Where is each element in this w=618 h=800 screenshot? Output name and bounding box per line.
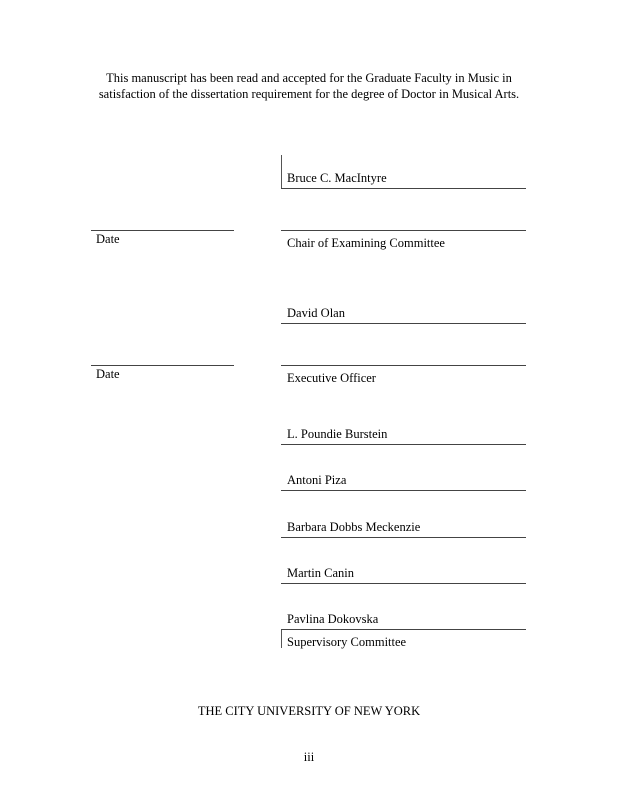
committee-margin-rule <box>281 630 282 648</box>
committee-member: Barbara Dobbs Meckenzie <box>287 520 421 534</box>
committee-member-rule <box>281 537 526 538</box>
approval-statement <box>60 70 558 102</box>
executive-name-rule <box>281 323 526 324</box>
executive-date-rule <box>91 365 234 366</box>
committee-member-rule <box>281 629 526 630</box>
chair-name-rule <box>281 188 526 189</box>
chair-date-label: Date <box>96 232 120 246</box>
approval-statement-line-2: satisfaction of the dissertation requirement for the degree of Doctor in Musical Arts. <box>98 87 520 101</box>
committee-member: Pavlina Dokovska <box>287 612 379 626</box>
chair-role: Chair of Examining Committee <box>287 236 445 250</box>
executive-date-label: Date <box>96 367 120 381</box>
executive-role: Executive Officer <box>287 371 376 385</box>
committee-member-rule <box>281 490 526 491</box>
executive-name: David Olan <box>287 306 345 320</box>
institution-name: THE CITY UNIVERSITY OF NEW YORK <box>197 704 421 718</box>
committee-member: Antoni Piza <box>287 473 347 487</box>
committee-member-rule <box>281 583 526 584</box>
committee-member-rule <box>281 444 526 445</box>
committee-role: Supervisory Committee <box>287 635 407 649</box>
signature-margin-rule <box>281 155 282 188</box>
approval-statement-line-1: This manuscript has been read and accepted for the Graduate Faculty in Music in <box>106 71 512 85</box>
committee-member: L. Poundie Burstein <box>287 427 388 441</box>
chair-name: Bruce C. MacIntyre <box>287 171 387 185</box>
committee-member: Martin Canin <box>287 566 355 580</box>
chair-signature-rule <box>281 230 526 231</box>
executive-signature-rule <box>281 365 526 366</box>
chair-date-rule <box>91 230 234 231</box>
page-number: iii <box>303 750 315 764</box>
